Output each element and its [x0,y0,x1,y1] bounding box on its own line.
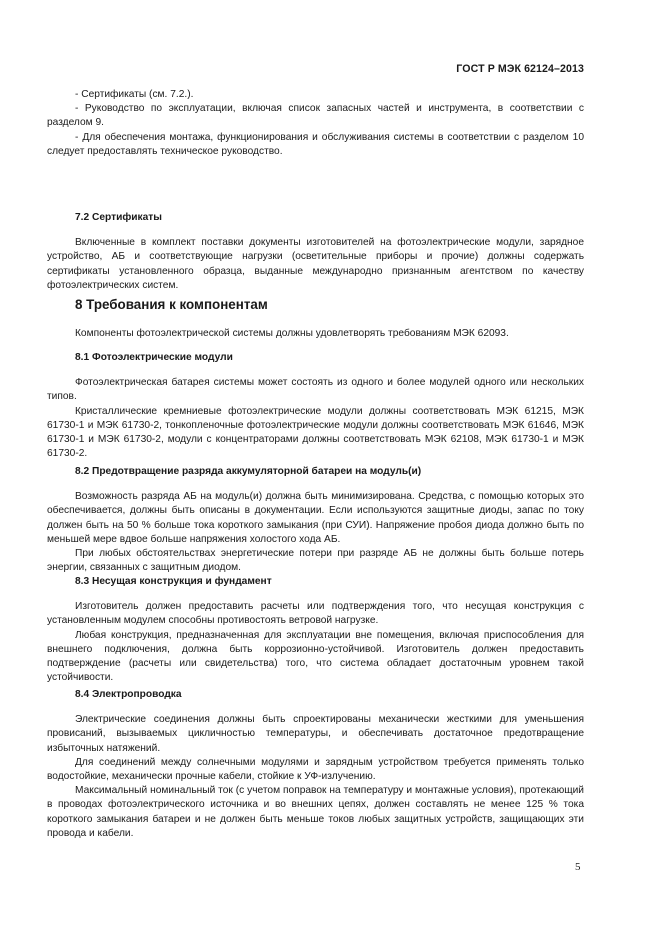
section-heading: 8.3 Несущая конструкция и фундамент [75,576,272,587]
page-number: 5 [575,861,581,873]
section-heading: 7.2 Сертификаты [75,212,162,223]
intro-list [47,88,584,159]
paragraph: Максимальный номинальный ток (с учетом поправок на температуру и монтажные условия), протекающий в проводах фотоэлектрического источника и во внешних цепях, должен составлять не менее 125 % тока короткого замыкания батареи и не должен быть меньше токов любых защитных устройств, защищающих эти провода и кабели. [47,785,584,839]
document-id: ГОСТ Р МЭК 62124–2013 [456,63,584,75]
section-8-2 [47,465,584,575]
paragraph: Электрические соединения должны быть спроектированы механически жесткими для уменьшения провисаний, вызываемых цикличностью температуры, и обеспечивать достаточное предотвращение избыточных натяжений. [47,714,584,754]
section-heading: 8.2 Предотвращение разряда аккумуляторной батареи на модуль(и) [75,466,422,477]
section-8-4 [47,688,584,841]
section-heading: 8.1 Фотоэлектрические модули [75,352,233,363]
paragraph: Любая конструкция, предназначенная для эксплуатации вне помещения, включая приспособления для внешнего подключения, должна быть коррозионно-устойчивой. Изготовитель должен предоставить подтверждение (расчеты или свидетельства) того, что система обладает достаточным уровнем такой устойчивости. [47,629,584,684]
paragraph: Возможность разряда АБ на модуль(и) должна быть минимизирована. Средства, с помощью которых это обеспечивается, должны быть описаны в документации. Если используются защитные диоды, запас по току должен быть на 50 % больше тока короткого замыкания (при СУИ). Напряжение пробоя диода должно быть по меньшей мере вдвое больше напряжения холостого хода АБ. [47,491,584,545]
section-8-1 [47,351,584,461]
section-8-3 [47,575,584,685]
paragraph: Изготовитель должен предоставить расчеты или подтверждения того, что несущая конструкция с установленным модулем способны противостоять ветровой нагрузке. [47,601,584,627]
paragraph: При любых обстоятельствах энергетические потери при разряде АБ не должны быть больше потерь энергии, связанных с защитным диодом. [47,548,584,574]
paragraph: Для соединений между солнечными модулями и зарядным устройством требуется применять только водостойкие, механически прочные кабели, стойкие к УФ-излучению. [47,756,584,783]
paragraph: Кристаллические кремниевые фотоэлектрические модули должны соответствовать МЭК 61215, МЭК 61730-1 и МЭК 61730-2, тонкопленочные фотоэлектрические модули должны соответствовать МЭК 61646, МЭК 61730-1 и МЭК 61730-2, модули с концентраторами должны соответствовать МЭК 62108, МЭК 61730-1 и МЭК 61730-2. [47,405,584,460]
list-item: - Для обеспечения монтажа, функционирования и обслуживания системы в соответствии с разделом 10 следует предоставлять техническое руководство. [47,131,584,157]
paragraph: Фотоэлектрическая батарея системы может состоять из одного и более модулей одного или нескольких типов. [47,377,584,403]
list-item: - Сертификаты (см. 7.2.). [75,89,194,100]
section-heading: 8.4 Электропроводка [75,689,182,700]
list-item: - Руководство по эксплуатации, включая список запасных частей и инструмента, в соответствии с разделом 9. [47,103,584,129]
paragraph: Включенные в комплект поставки документы изготовителей на фотоэлектрические модули, зарядное устройство, АБ и соответствующие нагрузки (осветительные приборы и прочие) должны содержать сертификаты установленного образца, выданные международно признанным агентством по качеству фотоэлектрических систем. [47,237,584,291]
paragraph: Компоненты фотоэлектрической системы должны удовлетворять требованиям МЭК 62093. [75,328,509,339]
section-8 [47,297,584,341]
section-7-2 [47,211,584,293]
chapter-heading: 8 Требования к компонентам [75,297,268,312]
